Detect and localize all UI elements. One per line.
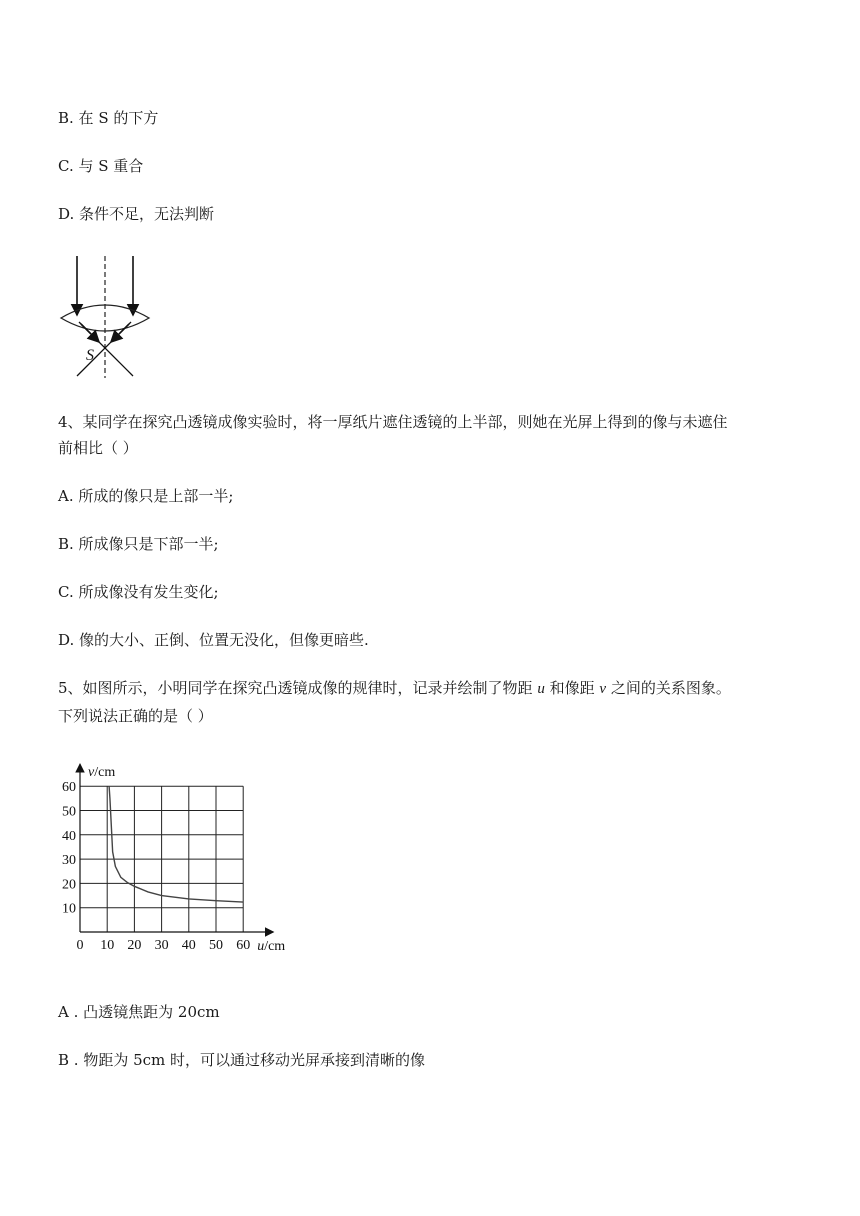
q4-option-b: B. 所成像只是下部一半; (58, 535, 219, 553)
y-tick-label: 30 (62, 853, 76, 869)
q3-option-c: C. 与 S 重合 (58, 157, 144, 175)
var-v: v (599, 681, 607, 697)
q5-stem-line2: 下列说法正确的是（ ） (58, 707, 213, 725)
x-tick-label: 0 (76, 938, 84, 953)
y-tick-label: 10 (62, 901, 76, 917)
point-s-label: S (86, 347, 94, 364)
x-tick-label: 20 (127, 938, 142, 953)
q3-option-d: D. 条件不足，无法判断 (58, 205, 215, 223)
x-tick-label: 30 (154, 938, 169, 953)
q5-option-a: A . 凸透镜焦距为 20cm (58, 1003, 220, 1021)
x-axis-label: u/cm (257, 939, 286, 954)
q5-option-b: B . 物距为 5cm 时，可以通过移动光屏承接到清晰的像 (58, 1051, 426, 1069)
x-tick-label: 10 (100, 938, 115, 953)
x-tick-label: 60 (236, 938, 251, 953)
y-axis-label: v/cm (88, 765, 116, 781)
y-tick-label: 60 (62, 780, 76, 796)
x-tick-label: 40 (181, 938, 196, 953)
lens-figure (55, 252, 155, 382)
x-tick-label: 50 (209, 938, 223, 953)
q4-option-c: C. 所成像没有发生变化; (58, 583, 219, 601)
uv-chart (55, 760, 300, 960)
var-u: u (537, 681, 545, 697)
y-tick-label: 50 (62, 804, 76, 820)
q4-option-a: A. 所成的像只是上部一半; (58, 487, 234, 505)
q3-option-b: B. 在 S 的下方 (58, 109, 159, 127)
q4-stem-line2: 前相比（ ） (58, 439, 138, 457)
y-tick-label: 40 (62, 828, 76, 844)
q4-stem-line1: 4、某同学在探究凸透镜成像实验时，将一厚纸片遮住透镜的上半部，则她在光屏上得到的像与未遮住 (58, 413, 728, 431)
q4-option-d: D. 像的大小、正倒、位置无没化，但像更暗些. (58, 631, 369, 649)
series-line-0 (109, 786, 243, 902)
q5-stem-line1: 5、如图所示，小明同学在探究凸透镜成像的规律时，记录并绘制了物距 u 和像距 v 之间的关系图象。 (58, 679, 731, 697)
y-tick-label: 20 (62, 877, 76, 893)
